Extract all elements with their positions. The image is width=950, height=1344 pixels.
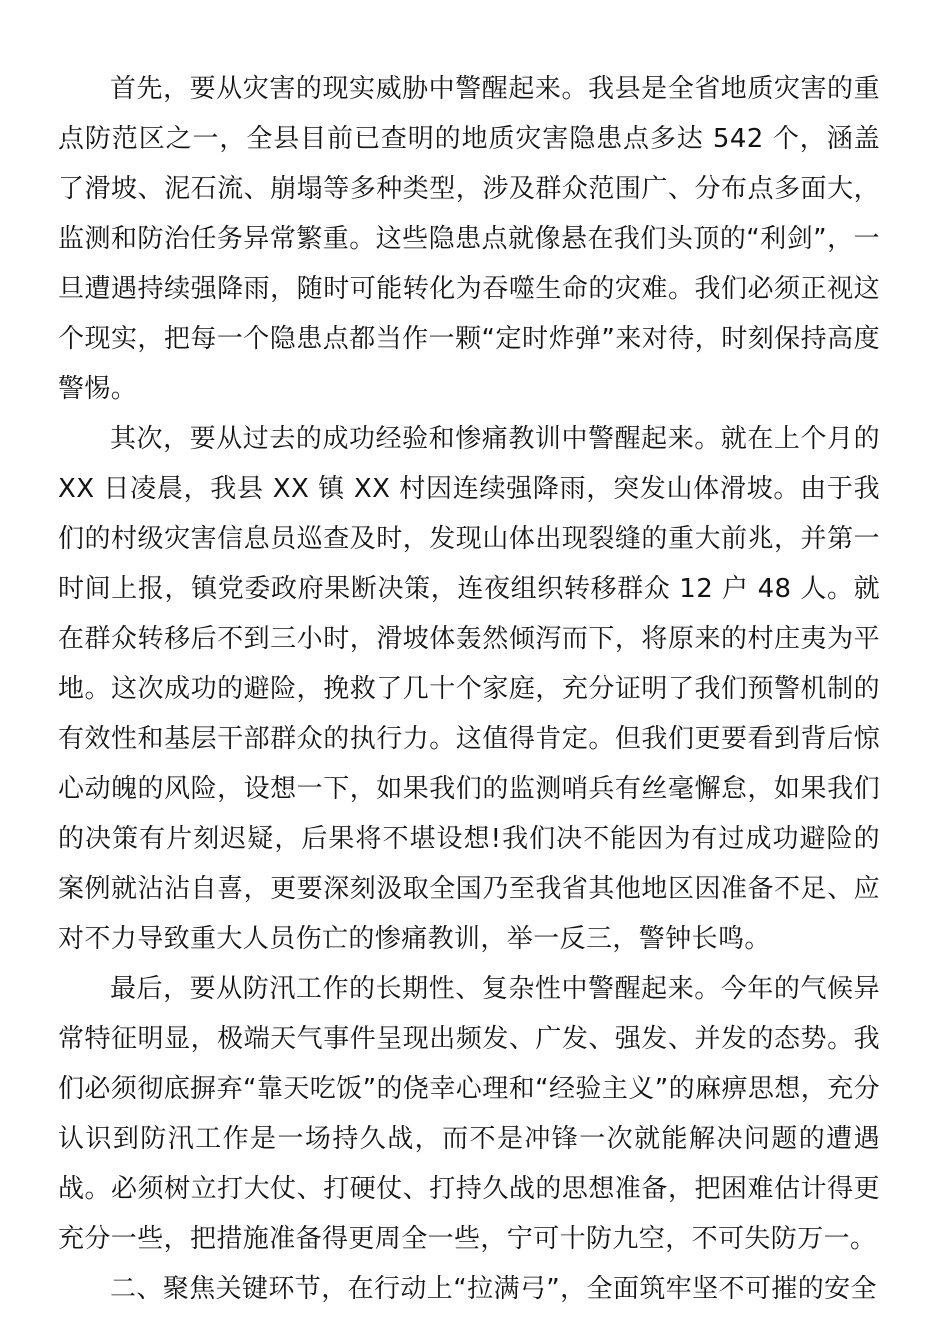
document-body [58, 64, 880, 1314]
paragraph-hazard-threat: 首先，要从灾害的现实威胁中警醒起来。我县是全省地质灾害的重点防范区之一，全县目前已查明的地质灾害隐患点多达 542 个，涵盖了滑坡、泥石流、崩塌等多种类型，涉及群众范围广、分布点多面大，监测和防治任务异常繁重。这些隐患点就像悬在我们头顶的“利剑”，一旦遭遇持续强降雨，随时可能转化为吞噬生命的灾难。我们必须正视这个现实，把每一个隐患点都当作一颗“定时炸弹”来对待，时刻保持高度警惕。 [58, 74, 880, 404]
paragraph-experience-lessons: 其次，要从过去的成功经验和惨痛教训中警醒起来。就在上个月的 XX 日凌晨，我县 XX 镇 XX 村因连续强降雨，突发山体滑坡。由于我们的村级灾害信息员巡查及时，发现山体出现裂缝的重大前兆，并第一时间上报，镇党委政府果断决策，连夜组织转移群众 12 户 48 人。就在群众转移后不到三小时，滑坡体轰然倾泻而下，将原来的村庄夷为平地。这次成功的避险，挽救了几十个家庭，充分证明了我们预警机制的有效性和基层干部群众的执行力。这值得肯定。但我们更要看到背后惊心动魄的风险，设想一下，如果我们的监测哨兵有丝毫懈怠，如果我们的决策有片刻迟疑，后果将不堪设想!我们决不能因为有过成功避险的案例就沾沾自喜，更要深刻汲取全国乃至我省其他地区因准备不足、应对不力导致重大人员伤亡的惨痛教训，举一反三，警钟长鸣。 [58, 424, 880, 954]
section-heading-key-links: 二、聚焦关键环节，在行动上“拉满弓”，全面筑牢坚不可摧的安全 [110, 1274, 877, 1304]
paragraph-long-term-flood-control: 最后，要从防汛工作的长期性、复杂性中警醒起来。今年的气候异常特征明显，极端天气事件呈现出频发、广发、强发、并发的态势。我们必须彻底摒弃“靠天吃饭”的侥幸心理和“经验主义”的麻痹思想，充分认识到防汛工作是一场持久战，而不是冲锋一次就能解决问题的遭遇战。必须树立打大仗、打硬仗、打持久战的思想准备，把困难估计得更充分一些，把措施准备得更周全一些，宁可十防九空，不可失防万一。 [58, 974, 880, 1254]
